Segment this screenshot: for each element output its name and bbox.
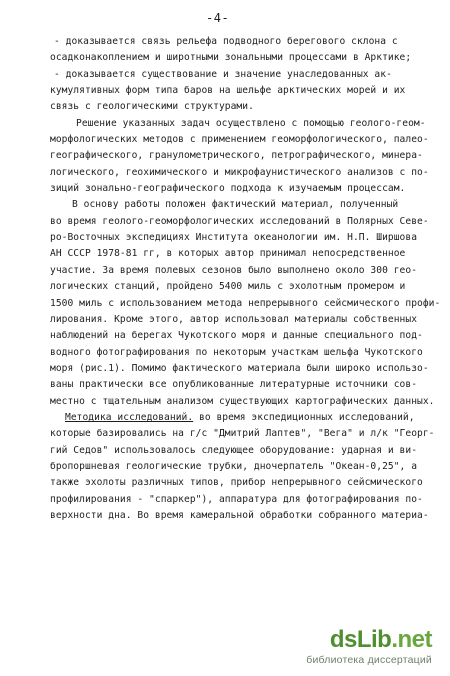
text-line: логических станций, пройдено 5400 миль с эхолотным промером и [50,281,406,293]
text-line: осадконакоплением и широтными зональными процессами в Арктике; [50,52,412,64]
text-line: наблюдений на берегах Чукотского моря и данные специального под- [50,330,423,342]
text-line: 1500 миль с использованием метода непрерывного сейсмического профи- [50,297,441,309]
text-line: кумулятивных форм типа баров на шельфе арктических морей и их [50,85,406,97]
text-line: участие. За время полевых сезонов было выполнено около 300 гео- [50,264,418,276]
text-line: зиций зонально-географического подхода к изучаемым процессам. [50,183,406,195]
watermark [306,628,432,666]
page-number: -4- [206,11,230,25]
text-line: географического, гранулометрического, петрографического, минера- [50,150,423,162]
text-line: ваны практически все опубликованные литературные источники сов- [50,379,418,391]
text-line: - доказывается существование и значение унаследованных ак- [54,68,392,80]
watermark-subtitle: библиотека диссертаций [306,654,432,666]
text-line: В основу работы положен фактический материал, полученный [72,199,399,211]
text-line: АН СССР 1978-81 гг, в которых автор принимал непосредственное [50,248,406,260]
body-text [50,34,446,524]
text-line: которые базировались на г/с "Дмитрий Лаптев", "Вега" и л/к "Георг- [50,428,435,440]
text-line: местно с тщательным анализом существующих картографических данных. [50,395,435,407]
text-line: бропоршневая геологические трубки, дночерпатель "Океан-0,25", а [50,460,418,472]
text-line-tail: во время экспедиционных исследований, [199,411,415,423]
text-line: во время геолого-геоморфологических исследований в Полярных Севе- [50,215,429,227]
text-line [50,410,446,426]
text-line: ро-Восточных экспедициях Института океанологии им. Н.П. Ширшова [50,232,418,244]
text-line: связь с геологическими структурами. [50,101,254,113]
text-line: лирования. Кроме этого, автор использовал материалы собственных [50,313,418,325]
text-line: также эхолоты различных типов, прибор непрерывного сейсмического [50,477,423,489]
text-line: - доказывается связь рельефа подводного берегового склона с [54,36,398,47]
watermark-logo [306,628,432,652]
text-line: логического, геохимического и микрофаунистического анализов с по- [50,166,429,178]
watermark-logo-main: dsLib [329,626,392,653]
text-line: морфологических методов с применением геоморфологического, палео- [50,134,429,146]
text-line: Решение указанных задач осуществлено с помощью геолого-геом- [76,117,426,129]
watermark-logo-domain: .net [391,626,432,653]
text-line: верхности дна. Во время камеральной обработки собранного материа- [50,509,429,521]
text-line: гий Седов" использовалось следующее оборудование: ударная и ви- [50,444,418,456]
text-line: моря (рис.1). Помимо фактического материала были широко использо- [50,362,429,374]
text-line: водного фотографирования по некоторым участкам шельфа Чукотского [50,346,423,358]
text-line: профилирования - "спаркер"), аппаратура для фотографирования по- [50,493,423,505]
method-heading: Методика исследований. [65,411,194,423]
